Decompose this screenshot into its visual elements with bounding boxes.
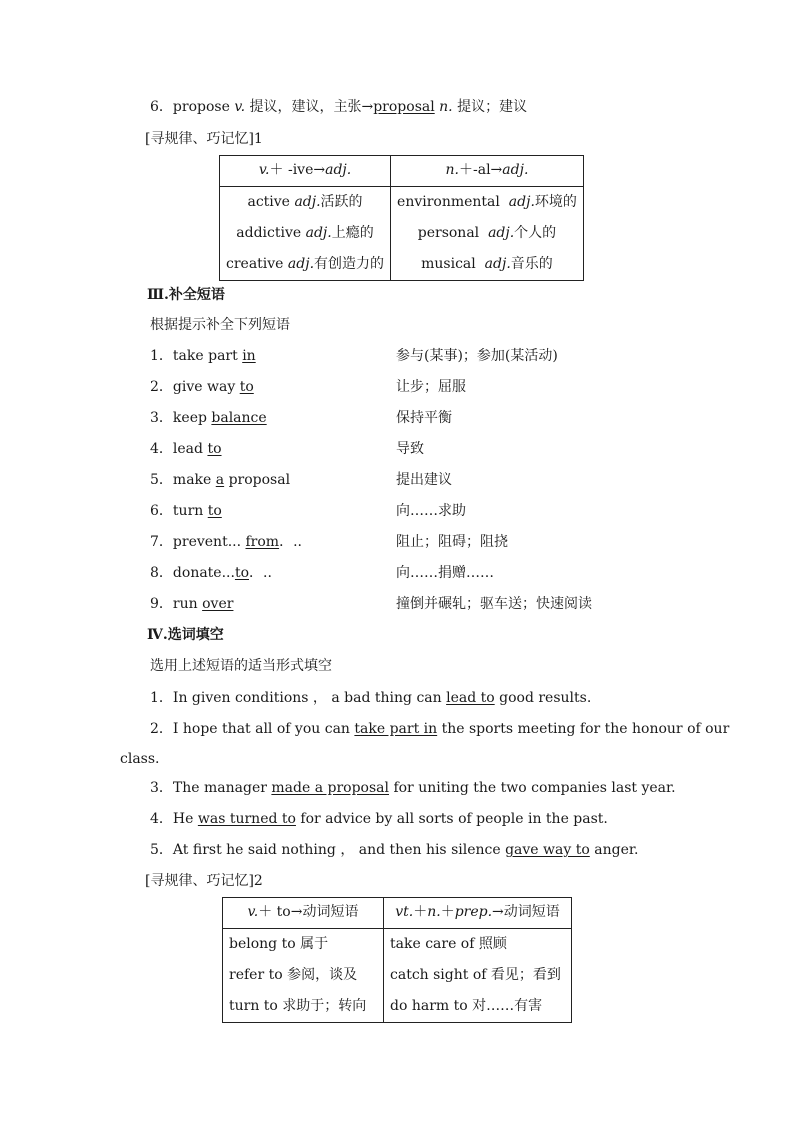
section-instruction-3: 根据提示补全下列短语: [150, 317, 290, 333]
fill-answer: take part in: [354, 721, 438, 737]
phrase-text: proposal: [224, 472, 291, 488]
phrase-answer: to: [207, 503, 222, 519]
item-number: 1．: [150, 348, 173, 364]
sentence-text: The manager: [172, 780, 272, 796]
table-header-right: [391, 156, 584, 187]
header-part: ＋: [413, 904, 428, 920]
item-number: 3．: [150, 410, 173, 426]
phrase-meaning-6: 向……求助: [396, 503, 466, 519]
phrase-item-3: [150, 409, 267, 427]
table-header-left: [223, 898, 384, 929]
section-title-4: Ⅳ.选词填空: [147, 627, 224, 643]
word: personal: [417, 225, 480, 241]
table-line: catch sight of 看见；看到: [390, 967, 561, 983]
item-number: 9．: [150, 596, 173, 612]
header-part: ＋: [440, 904, 455, 920]
phrase-answer: to: [239, 379, 254, 395]
phrase-text: donate...: [172, 565, 235, 581]
item-number: 5．: [150, 472, 173, 488]
header-part: n.: [445, 162, 459, 178]
item-number: 8．: [150, 565, 173, 581]
phrase-answer: over: [202, 596, 234, 612]
phrase-item-2: [150, 378, 254, 396]
header-part: v.: [247, 904, 259, 920]
header-part: ＋ to→动词短语: [258, 904, 359, 920]
table-line: turn to 求助于；转向: [229, 998, 367, 1014]
pos: adj.: [488, 225, 515, 241]
phrase-text: prevent...: [172, 534, 246, 550]
table-line: take care of 照顾: [390, 936, 507, 952]
pos: adj.: [287, 256, 315, 272]
pos: adj.: [508, 194, 535, 210]
fill-answer: lead to: [446, 690, 495, 706]
table-cell-left: [223, 929, 384, 1023]
phrase-meaning-5: 提出建议: [396, 472, 452, 488]
phrase-text: turn: [172, 503, 208, 519]
item-number: 4．: [150, 811, 173, 827]
vocab-meaning: 提议；建议: [457, 99, 528, 115]
sentence-text: good results.: [494, 690, 592, 706]
phrase-meaning-8: 向……捐赠……: [396, 565, 494, 581]
rule-table-1: [219, 155, 584, 281]
phrase-text: keep: [172, 410, 212, 426]
table-header-right: [384, 898, 572, 929]
fill-answer: made a proposal: [271, 780, 389, 796]
phrase-meaning-7: 阻止；阻碍；阻挠: [396, 534, 508, 550]
phrase-item-4: [150, 440, 222, 458]
sentence-text: At first he said nothing ， and then his silence: [172, 842, 506, 858]
table-line: [397, 249, 577, 280]
phrase-item-8: [150, 564, 272, 582]
sentence-text: the sports meeting for the honour of our: [437, 721, 730, 737]
table-cell-right: [384, 929, 572, 1023]
header-part: →动词短语: [492, 904, 560, 920]
phrase-text: give way: [172, 379, 240, 395]
table-line: do harm to 对……有害: [390, 998, 543, 1014]
pos: adj.: [484, 256, 511, 272]
header-part: adj.: [325, 162, 352, 178]
rule-table-2: [222, 897, 572, 1023]
item-number: 2．: [150, 721, 173, 737]
pos: adj.: [294, 194, 321, 210]
phrase-text: run: [172, 596, 203, 612]
word: addictive: [236, 225, 302, 241]
header-part: vt.: [395, 904, 414, 920]
fill-answer: gave way to: [505, 842, 590, 858]
table-line: [226, 187, 384, 218]
pos: adj.: [305, 225, 332, 241]
meaning: 活跃的: [320, 194, 363, 210]
phrase-meaning-1: 参与(某事)；参加(某活动): [396, 348, 558, 364]
phrase-text: ．..: [279, 534, 302, 550]
sentence-text: I hope that all of you can: [172, 721, 355, 737]
meaning: 环境的: [534, 194, 577, 210]
phrase-answer: to: [234, 565, 249, 581]
phrase-answer: from: [245, 534, 280, 550]
derived-word: proposal: [373, 99, 435, 115]
item-number: 6．: [150, 99, 173, 115]
phrase-meaning-3: 保持平衡: [396, 410, 452, 426]
phrase-answer: a: [215, 472, 225, 488]
section-instruction-4: 选用上述短语的适当形式填空: [150, 658, 332, 674]
header-part: prep.: [454, 904, 493, 920]
table-line: refer to 参阅，谈及: [229, 967, 358, 983]
header-part: ＋-al→: [459, 162, 503, 178]
section-title-3: Ⅲ.补全短语: [147, 287, 225, 303]
fill-item-2-continued: class.: [120, 751, 160, 767]
item-number: 7．: [150, 534, 173, 550]
vocab-item-6: [150, 98, 527, 116]
phrase-answer: in: [242, 348, 256, 364]
phrase-text: take part: [172, 348, 243, 364]
word: active: [247, 194, 290, 210]
word: environmental: [397, 194, 500, 210]
vocab-word: propose: [172, 99, 230, 115]
phrase-meaning-4: 导致: [396, 441, 424, 457]
item-number: 1．: [150, 690, 173, 706]
item-number: 4．: [150, 441, 173, 457]
table-cell-right: [391, 187, 584, 281]
item-number: 6．: [150, 503, 173, 519]
item-number: 2．: [150, 379, 173, 395]
table-line: [226, 249, 384, 280]
part-of-speech: v.: [234, 99, 246, 115]
header-part: v.: [258, 162, 270, 178]
phrase-item-1: [150, 347, 256, 365]
vocab-meaning: 提议，建议，主张→: [249, 99, 374, 115]
phrase-text: lead: [172, 441, 208, 457]
sentence-text: anger.: [589, 842, 639, 858]
phrase-item-7: [150, 533, 302, 551]
sentence-text: for uniting the two companies last year.: [389, 780, 676, 796]
meaning: 有创造力的: [314, 256, 385, 272]
fill-item-5: [150, 841, 638, 859]
part-of-speech: n.: [439, 99, 453, 115]
meaning: 音乐的: [510, 256, 553, 272]
fill-item-4: [150, 810, 608, 828]
header-part: ＋ -ive→: [269, 162, 326, 178]
table-line: belong to 属于: [229, 936, 329, 952]
phrase-meaning-2: 让步；屈服: [396, 379, 466, 395]
sentence-text: He: [172, 811, 198, 827]
fill-item-2: [150, 720, 729, 738]
fill-item-1: [150, 689, 591, 707]
fill-item-3: [150, 779, 676, 797]
item-number: 5．: [150, 842, 173, 858]
phrase-item-6: [150, 502, 222, 520]
phrase-item-5: [150, 471, 290, 489]
phrase-answer: balance: [211, 410, 267, 426]
rule-label-1: [寻规律、巧记忆]1: [145, 131, 263, 147]
table-line: [226, 218, 384, 249]
phrase-text: make: [172, 472, 216, 488]
header-part: n.: [427, 904, 441, 920]
meaning: 个人的: [514, 225, 557, 241]
fill-answer: was turned to: [197, 811, 296, 827]
item-number: 3．: [150, 780, 173, 796]
table-cell-left: [220, 187, 391, 281]
meaning: 上瘾的: [331, 225, 374, 241]
phrase-meaning-9: 撞倒并碾轧；驱车送；快速阅读: [396, 596, 592, 612]
table-header-left: [220, 156, 391, 187]
table-line: [397, 187, 577, 218]
header-part: adj.: [502, 162, 529, 178]
word: musical: [421, 256, 476, 272]
table-line: [397, 218, 577, 249]
sentence-text: In given conditions ， a bad thing can: [172, 690, 447, 706]
word: creative: [226, 256, 284, 272]
sentence-text: for advice by all sorts of people in the past.: [295, 811, 608, 827]
phrase-item-9: [150, 595, 233, 613]
phrase-answer: to: [207, 441, 222, 457]
rule-label-2: [寻规律、巧记忆]2: [145, 873, 263, 889]
phrase-text: ．..: [249, 565, 272, 581]
